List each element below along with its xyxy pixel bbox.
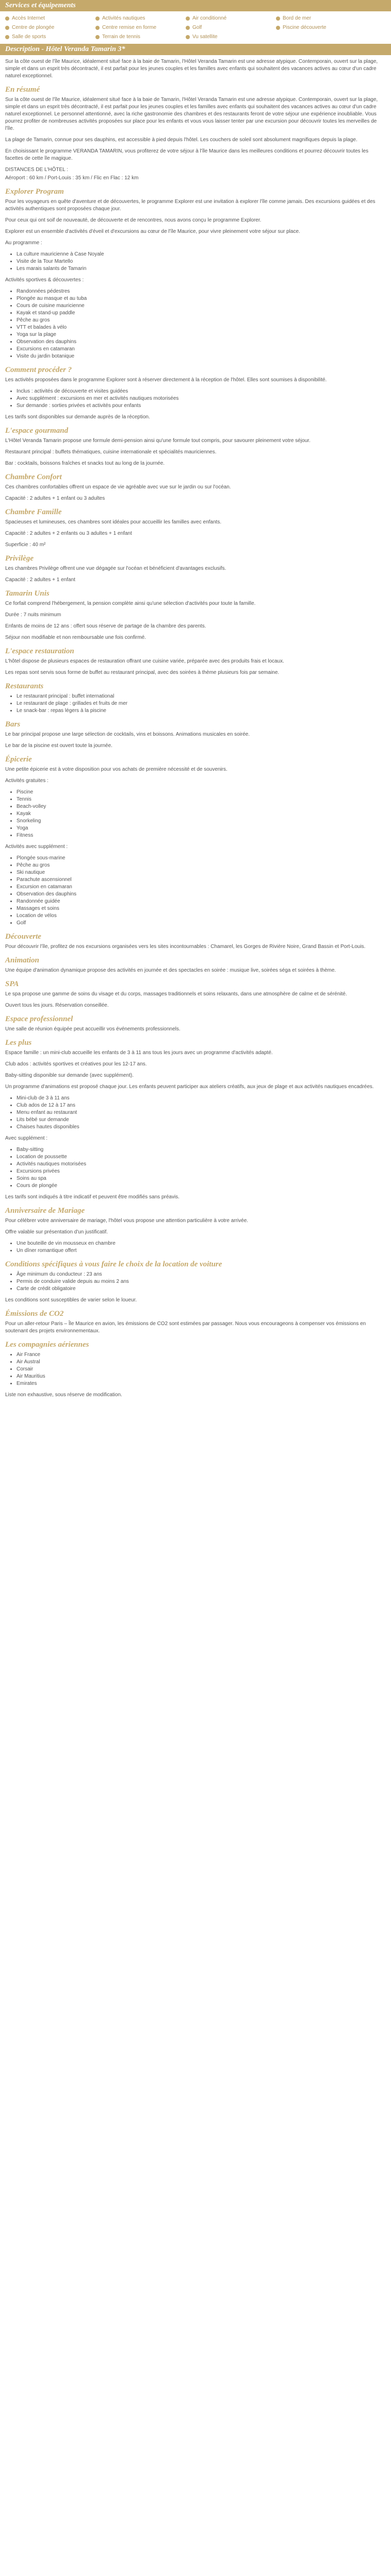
list-item: • Un dîner romantique offert xyxy=(17,1247,386,1255)
section-title: Animation xyxy=(5,956,39,964)
section-title: Tamarin Unis xyxy=(5,589,50,598)
list-item: • Cours de plongée xyxy=(17,1182,386,1190)
list-item: • Soins au spa xyxy=(17,1175,386,1182)
list-item: • Corsair xyxy=(17,1366,386,1373)
pool-icon xyxy=(276,26,280,30)
list-item: • Avec supplément : excursions en mer et activités nautiques motorisées xyxy=(17,395,386,402)
list-item: • Le snack-bar : repas légers à la piscine xyxy=(17,707,386,715)
list-item: • La culture mauricienne à Case Noyale xyxy=(17,251,386,258)
list-item: • Plongée au masque et au tuba xyxy=(17,295,386,302)
service-item: Golf xyxy=(186,24,276,31)
list-item: • Golf xyxy=(17,920,386,927)
list-item: • Kayak et stand-up paddle xyxy=(17,310,386,317)
section-title: Anniversaire de Mariage xyxy=(5,1207,85,1215)
list-item: • Cours de cuisine mauricienne xyxy=(17,302,386,310)
list-item: • Yoga sur la plage xyxy=(17,331,386,338)
list-item: • Le restaurant principal : buffet international xyxy=(17,693,386,700)
list-item: • Excursions en catamaran xyxy=(17,346,386,353)
section-title: Chambre Confort xyxy=(5,473,62,481)
section-title: Découverte xyxy=(5,933,41,941)
section-title: Émissions de CO2 xyxy=(5,1310,64,1318)
section-title: L'espace restauration xyxy=(5,647,74,655)
list-item: • Lits bébé sur demande xyxy=(17,1116,386,1124)
included-list xyxy=(5,251,386,273)
nautic-icon xyxy=(95,16,100,21)
list-item: • Sur demande : sorties privées et activités pour enfants xyxy=(17,402,386,410)
list-item: • Emirates xyxy=(17,1380,386,1387)
service-item: Centre remise en forme xyxy=(95,24,186,31)
list-item: • Baby-sitting xyxy=(17,1146,386,1154)
services-grid xyxy=(0,11,391,44)
section-title: Chambre Famille xyxy=(5,508,62,516)
activities-list xyxy=(5,288,386,360)
list-item: • Permis de conduire valide depuis au moins 2 ans xyxy=(17,1278,386,1285)
section-title: L'espace gourmand xyxy=(5,427,69,435)
diving-icon xyxy=(5,26,9,30)
list-item: • Location de vélos xyxy=(17,912,386,920)
service-item: Terrain de tennis xyxy=(95,33,186,41)
tennis-icon xyxy=(95,35,100,39)
section-title: Restaurants xyxy=(5,682,44,690)
list-item: • Chaises hautes disponibles xyxy=(17,1124,386,1131)
list-item: • Piscine xyxy=(17,789,386,796)
gym-icon xyxy=(5,35,9,39)
internet-icon xyxy=(5,16,9,21)
service-item: Bord de mer xyxy=(276,14,366,22)
beach-icon xyxy=(276,16,280,21)
aircon-icon xyxy=(186,16,190,21)
list-item: • Âge minimum du conducteur : 23 ans xyxy=(17,1271,386,1278)
list-item: • Visite de la Tour Martello xyxy=(17,258,386,265)
list-item: • Ski nautique xyxy=(17,869,386,876)
list-item: • Air France xyxy=(17,1351,386,1359)
service-item[interactable]: Vu satellite xyxy=(186,33,276,41)
section-title: Conditions spécifiques à vous faire le choix de la location de voiture xyxy=(5,1260,222,1268)
description-banner: Description - Hôtel Veranda Tamarin 3* xyxy=(0,44,391,55)
list-item: • Observation des dauphins xyxy=(17,338,386,346)
list-item: • Location de poussette xyxy=(17,1154,386,1161)
list-item: • Les marais salants de Tamarin xyxy=(17,265,386,273)
list-item: • Excursions privées xyxy=(17,1168,386,1175)
list-item: • Tennis xyxy=(17,796,386,803)
service-item: Centre de plongée xyxy=(5,24,95,31)
list-item: • Menu enfant au restaurant xyxy=(17,1109,386,1116)
list-item: • Mini-club de 3 à 11 ans xyxy=(17,1095,386,1102)
list-item: • Pêche au gros xyxy=(17,862,386,869)
section-title: Explorer Program xyxy=(5,188,64,196)
section-title: SPA xyxy=(5,980,19,988)
service-item: Piscine découverte xyxy=(276,24,366,31)
golf-icon xyxy=(186,26,190,30)
section-title: Épicerie xyxy=(5,755,32,764)
list-item: • Activités nautiques motorisées xyxy=(17,1161,386,1168)
service-item: Air conditionné xyxy=(186,14,276,22)
list-item: • Air Mauritius xyxy=(17,1373,386,1380)
description-content: Sur la côte ouest de l'île Maurice, idéalement situé face à la baie de Tamarin, l'Hôtel Veranda Tamarin est une adresse atypique. Contemporain, ouvert sur la plage, simple et dans un esprit très décontracté, il est parfait pour les jeunes couples et les familles avec enfants qui souhaitent des vacances actives au cœur d'un cadre naturel exceptionnel. En résumé Sur la côte ouest de l'île Maurice, idéalement situé face à la baie de Tamarin, l'Hôtel Veranda Tamarin est une adresse atypique. Contemporain, ouvert sur la plage, simple et dans un esprit très décontracté, il est parfait pour les jeunes couples et les familles avec enfants qui souhaitent des vacances actives au cœur d'un cadre naturel exceptionnel. Le personnel attentionné, avec la riche gastronomie des chambres et des restaurants feront de votre séjour une expérience inoubliable. Vous pourrez profiter de nombreuses activités proposées sur place pour les enfants et vous vous laisser tenter par une excursion pour découvrir toutes les merveilles de l'île. La plage de Tamarin, connue pour ses dauphins, est accessible à pied depuis l'hôtel. Les couchers de soleil sont absolument magnifiques depuis la plage. En choisissant le programme VERANDA TAMARIN, vous profiterez de votre séjour à l'île Maurice dans les meilleures conditions et pourrez découvrir toutes les facettes de cette île magique. DISTANCES DE L'HÔTEL : Aéroport : 60 km / Port-Louis : 35 km / Flic en Flac : 12 km Explorer Program Pour les voyageurs en quête d'aventure et de découvertes, le programme Explorer est une invitation à explorer l'île comme jamais. Des excursions guidées et des activités authentiques sont proposées chaque jour. Pour ceux qui ont soif de nouveauté, de découverte et de rencontres, nous avons conçu le programme Explorer. Explorer est un ensemble d'activités d'éveil et d'excursions au cœur de l'île Maurice, pour vivre pleinement votre séjour sur place. Au programme : • La culture mauricienne à Case Noyale • Visite de la Tour Martello • Les marais salants de Tamarin Activités sportives & découvertes : • Randonnées pédestres • Plongée au masque et au tuba • Cours de cuisine mauricienne • Kayak et stand-up paddle • Pêche au gros • VTT et balades à vélo • Yoga sur la plage • Observation des dauphins • Excursions en catamaran • Visite du jardin botanique Comment procéder ? Les activités proposées dans le programme Explorer sont à réserver directement à la réception de l'hôtel. Elles sont soumises à disponibilité. • Inclus : activités de découverte et visites guidées • Avec supplément : excursions en mer et activités nautiques motorisées • Sur demande : sorties privées et activités pour enfants Les tarifs sont disponibles sur demande auprès de la réception. L'espace gourmand L'Hôtel Veranda Tamarin propose une formule demi-pension ainsi qu'une formule tout compris, pour savourer pleinement votre séjour. Restaurant principal : buffets thématiques, cuisine internationale et spécialités mauriciennes. Bar : cocktails, boissons fraîches et snacks tout au long de la journée. Chambre Confort Ces chambres confortables offrent un espace de vie agréable avec vue sur le jardin ou sur l'océan. Capacité : 2 adultes + 1 enfant ou 3 adultes Chambre Famille Spacieuses et lumineuses, ces chambres sont idéales pour accueillir les familles avec enfants. Capacité : 2 adultes + 2 enfants ou 3 adultes + 1 enfant Superficie : 40 m² Privilège Les chambres Privilège offrent une vue dégagée sur l'océan et bénéficient d'avantages exclusifs. Capacité : 2 adultes + 1 enfant Tamarin Unis Ce forfait comprend l'hébergement, la pension complète ainsi qu'une sélection d'activités pour toute la famille. Durée : 7 nuits minimum Enfants de moins de 12 ans : offert sous réserve de partage de la chambre des parents. Séjour non modifiable et non remboursable une fois confirmé. L'espace restauration L'hôtel dispose de plusieurs espaces de restauration offrant une cuisine variée, préparée avec des produits frais et locaux. Les repas sont servis sous forme de buffet au restaurant principal, avec des soirées à thème plusieurs fois par semaine. Restaurants • Le restaurant principal : buffet international • Le restaurant de plage : grillades et fruits de mer • Le snack-bar : repas légers à la piscine Bars Le bar principal propose une large sélection de cocktails, vins et boissons. Animations musicales en soirée. Le bar de la piscine est ouvert toute la journée. Épicerie Une petite épicerie est à votre disposition pour vos achats de première nécessité et de souvenirs. Activités gratuites : • Piscine • Tennis • Beach-volley • Kayak • Snorkeling • Yoga • Fitness Activités avec supplément : • Plongée sous-marine • Pêche au gros • Ski nautique • Parachute ascensionnel • Excursion en catamaran • Observation des dauphins • Randonnée guidée • Massages et soins • Location de vélos • Golf Découverte Pour découvrir l'île, profitez de nos excursions organisées vers les sites incontournables : Chamarel, les Gorges de Rivière Noire, Grand Bassin et Port-Louis. Animation Une équipe d'animation dynamique propose des activités en journée et des spectacles en soirée : musique live, soirées séga et soirées à thème. SPA Le spa propose une gamme de soins du visage et du corps, massages traditionnels et soins relaxants, dans une atmosphère de calme et de sérénité. Ouvert tous les jours. Réservation conseillée. Espace professionnel Une salle de réunion équipée peut accueillir vos événements professionnels. Les plus Espace famille : un mini-club accueille les enfants de 3 à 11 ans tous les jours avec un programme d'activités adapté. Club ados : activités sportives et créatives pour les 12-17 ans. Baby-sitting disponible sur demande (avec supplément). Un programme d'animations est proposé chaque jour. Les enfants peuvent participer aux ateliers créatifs, aux jeux de plage et aux activités nautiques encadrées. • Mini-club de 3 à 11 ans • Club ados de 12 à 17 ans • Menu enfant au restaurant • Lits bébé sur demande • Chaises hautes disponibles Avec supplément : • Baby-sitting • Location de poussette • Activités nautiques motorisées • Excursions privées • Soins au spa • Cours de plongée Les tarifs sont indiqués à titre indicatif et peuvent être modifiés sans préavis. Anniversaire de Mariage Pour célébrer votre anniversaire de mariage, l'hôtel vous propose une attention particulière à votre arrivée. Offre valable sur présentation d'un justificatif. • Une bouteille de vin mousseux en chambre • Un dîner romantique offert Conditions spécifiques à vous faire le choix de la location de voiture • Âge minimum du conducteur : 23 ans • Permis de conduire valide depuis au moins 2 ans • Carte de crédit obligatoire Les conditions sont susceptibles de varier selon le loueur. Émissions de CO2 Pour un aller-retour Paris – Île Maurice en avion, les émissions de CO2 sont estimées par passager. Nous vous encourageons à compenser vos émissions en soutenant des projets environnementaux. Les compagnies aériennes • Air France • Air Austral • Corsair • Air Mauritius • Emirates Liste non exhaustive, sous réserve de modification. xyxy=(0,55,391,1399)
section-title: Comment procéder ? xyxy=(5,366,72,374)
section-title: Les compagnies aériennes xyxy=(5,1341,89,1349)
list-item: • Club ados de 12 à 17 ans xyxy=(17,1102,386,1109)
list-item: • Massages et soins xyxy=(17,905,386,912)
list-item: • Observation des dauphins xyxy=(17,891,386,898)
list-item: • Randonnées pédestres xyxy=(17,288,386,295)
list-item: • Une bouteille de vin mousseux en chambre xyxy=(17,1240,386,1247)
list-item: • Air Austral xyxy=(17,1359,386,1366)
list-item: • Kayak xyxy=(17,810,386,818)
section-title: En résumé xyxy=(5,86,40,94)
list-item: • VTT et balades à vélo xyxy=(17,324,386,331)
list-item: • Le restaurant de plage : grillades et fruits de mer xyxy=(17,700,386,707)
list-item: • Visite du jardin botanique xyxy=(17,353,386,360)
fitness-icon xyxy=(95,26,100,30)
intro-text: Sur la côte ouest de l'île Maurice, idéalement situé face à la baie de Tamarin, l'Hôtel Veranda Tamarin est une adresse atypique. Contemporain, ouvert sur la plage, simple et dans un esprit très décontracté, il est parfait pour les jeunes couples et les familles avec enfants qui souhaitent des vacances actives au cœur d'un cadre naturel exceptionnel. xyxy=(5,59,378,79)
list-item: • Excursion en catamaran xyxy=(17,884,386,891)
list-item: • Carte de crédit obligatoire xyxy=(17,1285,386,1293)
service-item: Activités nautiques xyxy=(95,14,186,22)
list-item: • Plongée sous-marine xyxy=(17,855,386,862)
section-title: Les plus xyxy=(5,1039,32,1047)
section-title: Bars xyxy=(5,720,21,728)
services-banner: Services et équipements xyxy=(0,0,391,11)
list-item: • Yoga xyxy=(17,825,386,832)
service-item: Accès Internet xyxy=(5,14,95,22)
list-item: • Beach-volley xyxy=(17,803,386,810)
service-item: Salle de sports xyxy=(5,33,95,41)
section-title: Espace professionnel xyxy=(5,1015,73,1023)
section-title: Privilège xyxy=(5,554,34,563)
list-item: • Snorkeling xyxy=(17,818,386,825)
list-item: • Pêche au gros xyxy=(17,317,386,324)
list-item: • Parachute ascensionnel xyxy=(17,876,386,884)
list-item: • Fitness xyxy=(17,832,386,839)
list-item: • Randonnée guidée xyxy=(17,898,386,905)
satellite-icon xyxy=(186,35,190,39)
list-item: • Inclus : activités de découverte et visites guidées xyxy=(17,388,386,395)
